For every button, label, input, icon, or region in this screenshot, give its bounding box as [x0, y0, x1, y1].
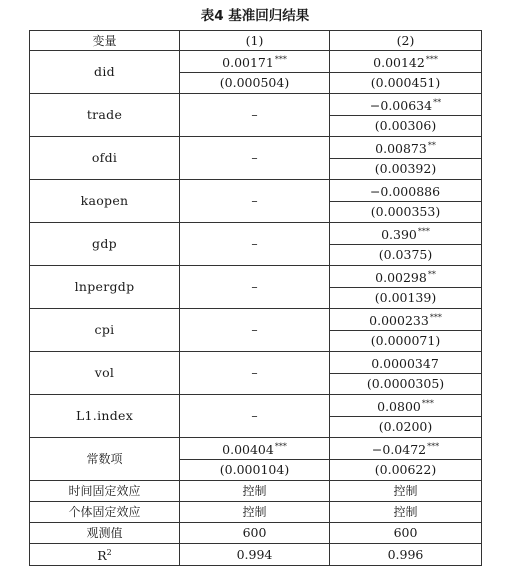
footer-label: 个体固定效应	[30, 502, 180, 523]
coef-cell	[330, 266, 482, 288]
se-cell: (0.0200)	[330, 417, 482, 438]
coef-value: −0.000886	[369, 184, 441, 199]
footer-value: 控制	[330, 502, 482, 523]
header-col2: (2)	[330, 31, 482, 51]
empty-dash: –	[180, 180, 330, 223]
coef-value: 0.00873	[375, 141, 427, 156]
variable-name: kaopen	[30, 180, 180, 223]
empty-dash: –	[180, 223, 330, 266]
coef-cell	[330, 352, 482, 374]
table-body	[30, 31, 482, 566]
footer-row	[30, 502, 482, 523]
coef-value: 0.0800	[377, 399, 421, 414]
coef-value: 0.00171	[222, 55, 274, 70]
se-cell: (0.0000305)	[330, 374, 482, 395]
header-col1: (1)	[180, 31, 330, 51]
footer-value: 600	[330, 523, 482, 544]
coef-cell	[330, 223, 482, 245]
footer-row	[30, 523, 482, 544]
footer-label: 时间固定效应	[30, 481, 180, 502]
coef-cell	[330, 137, 482, 159]
coef-value: 0.00404	[222, 442, 274, 457]
header-row	[30, 31, 482, 51]
table-row	[30, 266, 482, 288]
header-variable: 变量	[30, 31, 180, 51]
regression-table	[29, 30, 482, 566]
table-row	[30, 51, 482, 73]
significance-stars: ***	[429, 313, 442, 322]
significance-stars: ***	[274, 442, 287, 451]
significance-stars: ***	[427, 442, 440, 451]
coef-value: −0.0472	[371, 442, 427, 457]
se-cell: (0.000451)	[330, 73, 482, 94]
table-row	[30, 137, 482, 159]
coef-cell	[330, 180, 482, 202]
r-squared-value: 0.994	[180, 544, 330, 566]
footer-label: 观测值	[30, 523, 180, 544]
empty-dash: –	[180, 352, 330, 395]
variable-name: L1.index	[30, 395, 180, 438]
variable-name: trade	[30, 94, 180, 137]
variable-name: gdp	[30, 223, 180, 266]
table-row	[30, 438, 482, 460]
variable-name: vol	[30, 352, 180, 395]
footer-row	[30, 481, 482, 502]
se-cell: (0.00622)	[330, 460, 482, 481]
se-cell: (0.000071)	[330, 331, 482, 352]
r-squared-value: 0.996	[330, 544, 482, 566]
significance-stars: **	[433, 98, 442, 107]
footer-value: 控制	[330, 481, 482, 502]
variable-name: lnpergdp	[30, 266, 180, 309]
table-row	[30, 395, 482, 417]
variable-name: ofdi	[30, 137, 180, 180]
footer-value: 控制	[180, 502, 330, 523]
table-row	[30, 223, 482, 245]
variable-name: did	[30, 51, 180, 94]
empty-dash: –	[180, 137, 330, 180]
coef-value: 0.000233	[369, 313, 429, 328]
table-row	[30, 309, 482, 331]
empty-dash: –	[180, 395, 330, 438]
variable-name: 常数项	[30, 438, 180, 481]
se-cell: (0.0375)	[330, 245, 482, 266]
empty-dash: –	[180, 309, 330, 352]
significance-stars: **	[427, 141, 436, 150]
coef-cell	[180, 51, 330, 73]
se-cell: (0.00392)	[330, 159, 482, 180]
coef-cell	[330, 51, 482, 73]
se-cell: (0.000104)	[180, 460, 330, 481]
se-cell: (0.00139)	[330, 288, 482, 309]
r-squared-exponent: 2	[106, 548, 112, 557]
se-cell: (0.000504)	[180, 73, 330, 94]
coef-cell	[330, 438, 482, 460]
footer-value: 600	[180, 523, 330, 544]
significance-stars: **	[427, 270, 436, 279]
table-row	[30, 94, 482, 116]
footer-value: 控制	[180, 481, 330, 502]
r-squared-row	[30, 544, 482, 566]
coef-cell	[330, 94, 482, 116]
significance-stars: ***	[274, 55, 287, 64]
table-row	[30, 352, 482, 374]
se-cell: (0.000353)	[330, 202, 482, 223]
coef-value: 0.0000347	[371, 356, 439, 371]
significance-stars: ***	[417, 227, 430, 236]
table-row	[30, 180, 482, 202]
se-cell: (0.00306)	[330, 116, 482, 137]
variable-name: cpi	[30, 309, 180, 352]
empty-dash: –	[180, 266, 330, 309]
coef-value: −0.00634	[369, 98, 433, 113]
table-title: 表4 基准回归结果	[200, 8, 310, 24]
significance-stars: ***	[421, 399, 434, 408]
coef-value: 0.00298	[375, 270, 427, 285]
coef-value: 0.00142	[373, 55, 425, 70]
coef-cell	[330, 309, 482, 331]
coef-cell	[330, 395, 482, 417]
r-squared-label	[30, 544, 180, 566]
coef-value: 0.390	[381, 227, 417, 242]
empty-dash: –	[180, 94, 330, 137]
r-squared-base: R	[97, 548, 107, 564]
significance-stars: ***	[425, 55, 438, 64]
coef-cell	[180, 438, 330, 460]
